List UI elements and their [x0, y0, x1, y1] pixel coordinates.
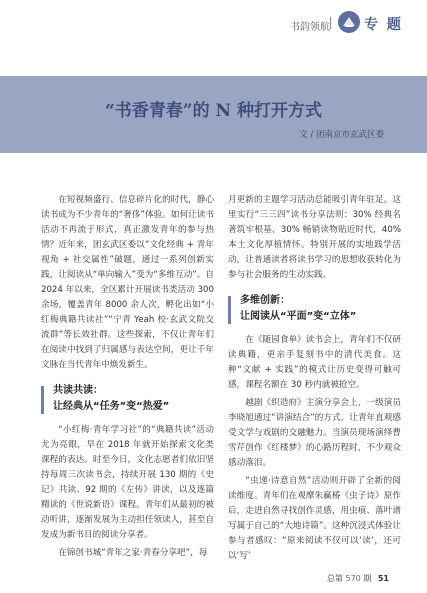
paragraph: “小红梅·青年学习社”的“典籍共读”活动尤为亮眼，早在 2018 年就开始探索文化类课程的表达。时至今日，文化志愿者们依旧坚持每周三次读书会，持续开展 130 期的《史记》共读、92 期的《左传》讲读，以及逐篇精读的《世说新语》课程。青年们从最初的被动听讲，逐渐发展为主动担任领读人，甚至自发成为新书目的阅读分享者。 [41, 425, 214, 540]
subheading-line: 共读共读： [53, 385, 103, 396]
page-number: 51 [377, 574, 389, 583]
paragraph: 月更新的主题学习活动总能吸引青年驻足。这里实行“三三四”读书分享法则：30% 经典名著筑牢根基，30% 畅销读物贴近时代，40% 本土文化厚植情怀。特别开展的实地践学活动，让普通读者将读书学习的思想收获转化为参与社会服务的生动实践。 [228, 195, 401, 280]
article-author: 文 / 团南京市玄武区委 [299, 130, 384, 140]
subheading-line: 让经典从“任务”变“热爱” [53, 401, 170, 412]
column-tag: 专 题 [364, 17, 403, 33]
subheading-line: 让阅读从“平面”变“立体” [240, 311, 357, 322]
issue-number: 570 [345, 574, 361, 583]
paragraph: 在《随园食单》读书会上，青年们不仅研读典籍，更亲手复刻书中的清代美食。这种“文献 + 实践”的模式让历史变得可触可感，课程名额在 30 秒内就被抢空。 [228, 335, 401, 390]
subheading-line: 多维创新： [240, 295, 290, 306]
page-footer [327, 573, 389, 584]
article-title: “书香青春”的 N 种打开方式 [105, 101, 322, 121]
subheading [228, 293, 401, 325]
emblem-icon [338, 11, 360, 33]
subheading [41, 383, 214, 415]
paragraph: 在锦创书城“青年之家·青春分享吧”，每 [58, 548, 208, 558]
header-divider [330, 17, 331, 29]
issue-suffix: 期 [363, 574, 372, 583]
page-header [0, 0, 427, 40]
left-column [41, 193, 214, 564]
paragraph: 在短视频盛行、信息碎片化的时代，静心读书成为不少青年的“奢侈”体验。如何让读书活动不再流于形式，真正激发青年的参与热情？近年来，团玄武区委以“文化经典 + 青年视角 + 社交属性”破题，通过一系列创新实践，让阅读从“单向输入”变为“多维互动”。自 2024 年以来，全区累计开展读书类活动 300 余场，覆盖青年 8000 余人次，孵化出如“小红梅典籍共读社”“宁青 Yeah 校·玄武文院交流群”等长效社群。这些探索，不仅让青年们在阅读中找到了归属感与表达空间，更让千年文脉在当代青年中焕发新生。 [41, 195, 214, 370]
right-column [228, 193, 401, 567]
section-name: 书韵领航 [290, 22, 330, 33]
paragraph: 越剧《织造府》主演分享会上，一级演员李晓旭通过“讲演结合”的方式，让青年直观感受文学与戏剧的交融魅力。当演员现场演绎曹雪芹创作《红楼梦》的心路历程时，不少观众感动落泪。 [228, 398, 401, 468]
paragraph: “虫递·诗意自然”活动则开辟了全新的阅读维度。青年们在观摩朱赢椿《虫子诗》原作后，走进自然寻找创作灵感，用虫痕、落叶谱写属于自己的“大地诗篇”。这种沉浸式体验让参与者感叹：“原来阅读不仅可以‘读’，还可以‘写’ [228, 476, 401, 561]
issue-prefix: 总第 [326, 574, 343, 583]
